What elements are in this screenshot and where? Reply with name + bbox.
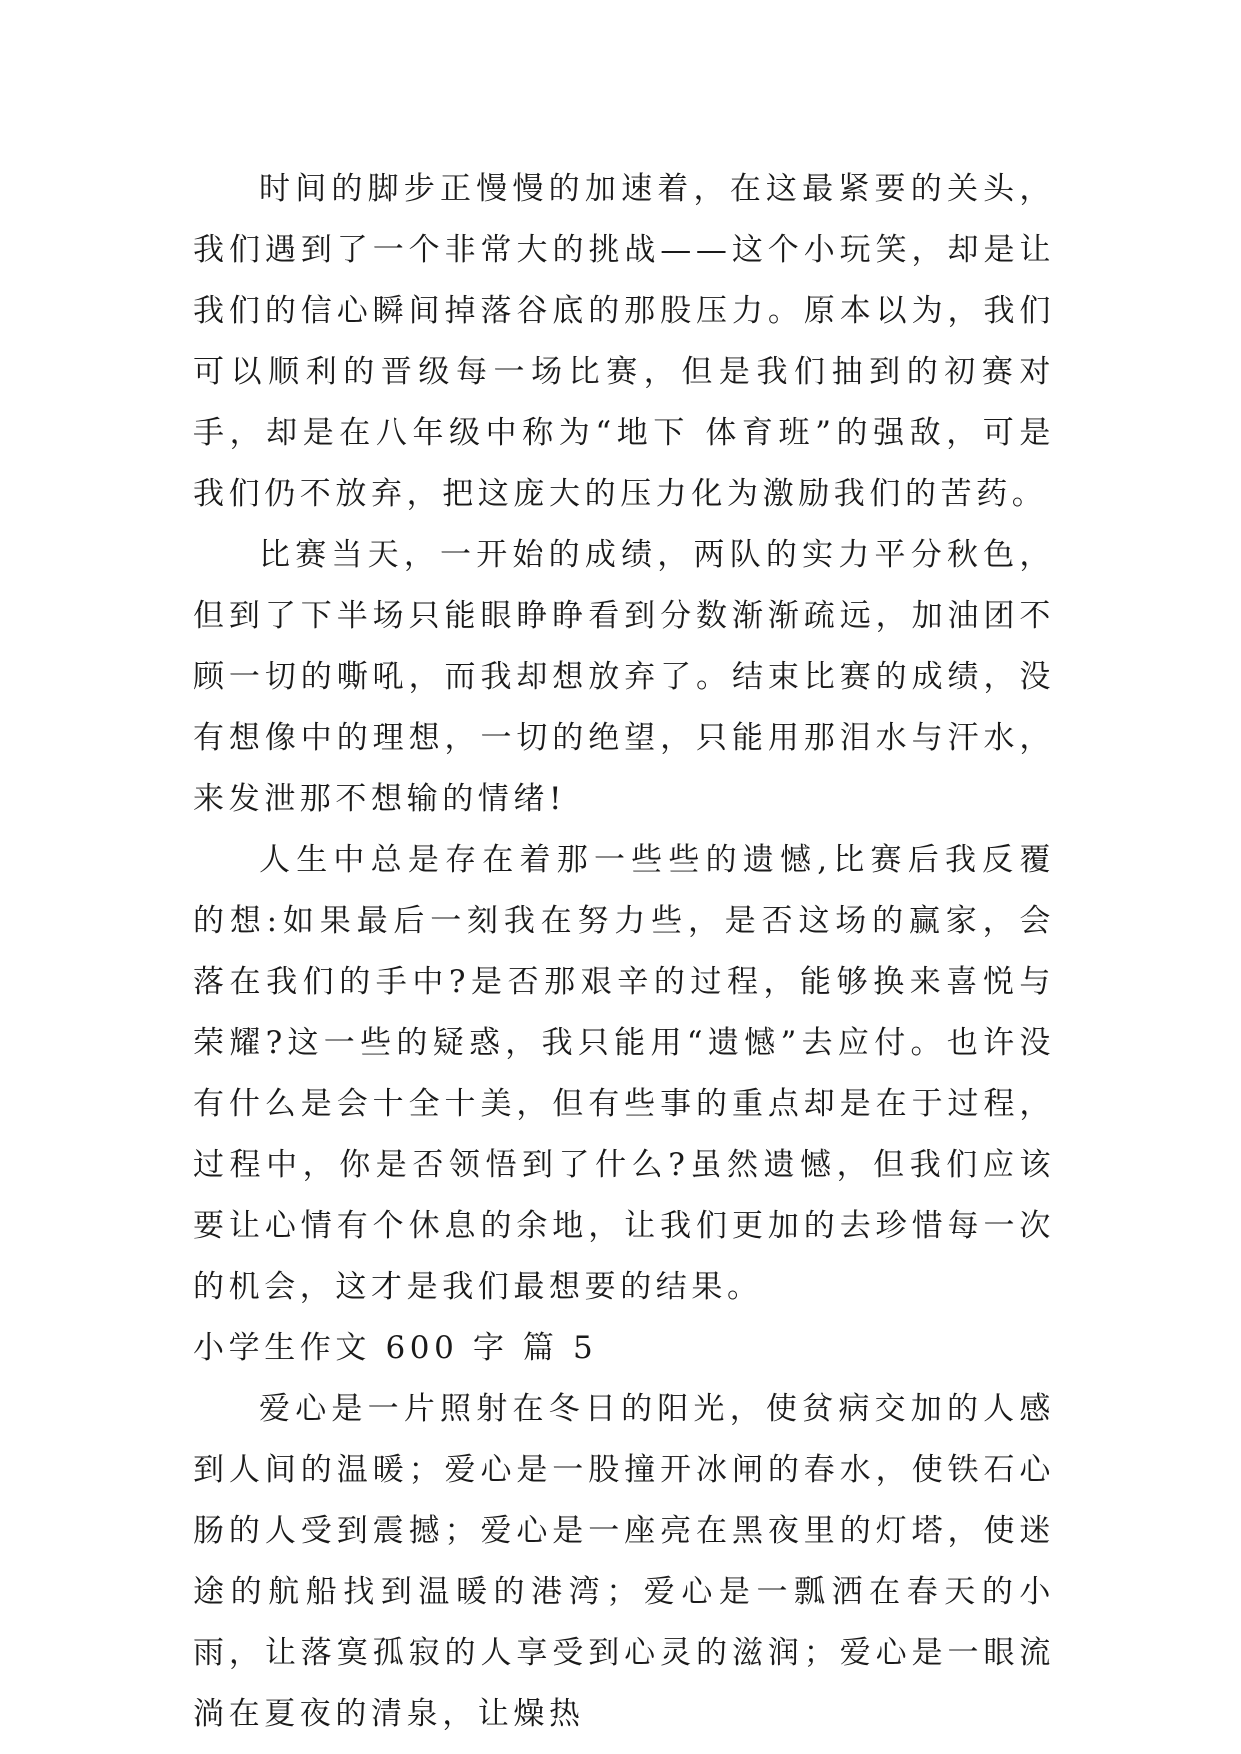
- paragraph-4: 爱心是一片照射在冬日的阳光，使贫病交加的人感到人间的温暖；爱心是一股撞开冰闸的春水，使铁石心肠的人受到震撼；爱心是一座亮在黑夜里的灯塔，使迷途的航船找到温暖的港湾；爱心是一瓢洒在春天的小雨，让落寞孤寂的人享受到心灵的滋润；爱心是一眼流淌在夏夜的清泉，让燥热: [193, 1391, 1055, 1732]
- paragraph-1: 时间的脚步正慢慢的加速着，在这最紧要的关头，我们遇到了一个非常大的挑战——这个小玩笑，却是让我们的信心瞬间掉落谷底的那股压力。原本以为，我们可以顺利的晋级每一场比赛，但是我们抽到的初赛对手，却是在八年级中称为“地下 体育班”的强敌，可是我们仍不放弃，把这庞大的压力化为激励我们的苦药。: [193, 171, 1055, 512]
- paragraph-2: 比赛当天，一开始的成绩，两队的实力平分秋色，但到了下半场只能眼睁睁看到分数渐渐疏远，加油团不顾一切的嘶吼，而我却想放弃了。结束比赛的成绩，没有想像中的理想，一切的绝望，只能用那泪水与汗水，来发泄那不想输的情绪!: [193, 537, 1055, 817]
- section-heading: 小学生作文 600 字 篇 5: [193, 1330, 598, 1366]
- paragraph-3: 人生中总是存在着那一些些的遗憾,比赛后我反覆的想:如果最后一刻我在努力些，是否这场的赢家，会落在我们的手中?是否那艰辛的过程，能够换来喜悦与荣耀?这一些的疑惑，我只能用“遗憾”去应付。也许没有什么是会十全十美，但有些事的重点却是在于过程，过程中，你是否领悟到了什么?虽然遗憾，但我们应该要让心情有个休息的余地，让我们更加的去珍惜每一次的机会，这才是我们最想要的结果。: [193, 842, 1055, 1305]
- document-body: [193, 159, 1055, 1745]
